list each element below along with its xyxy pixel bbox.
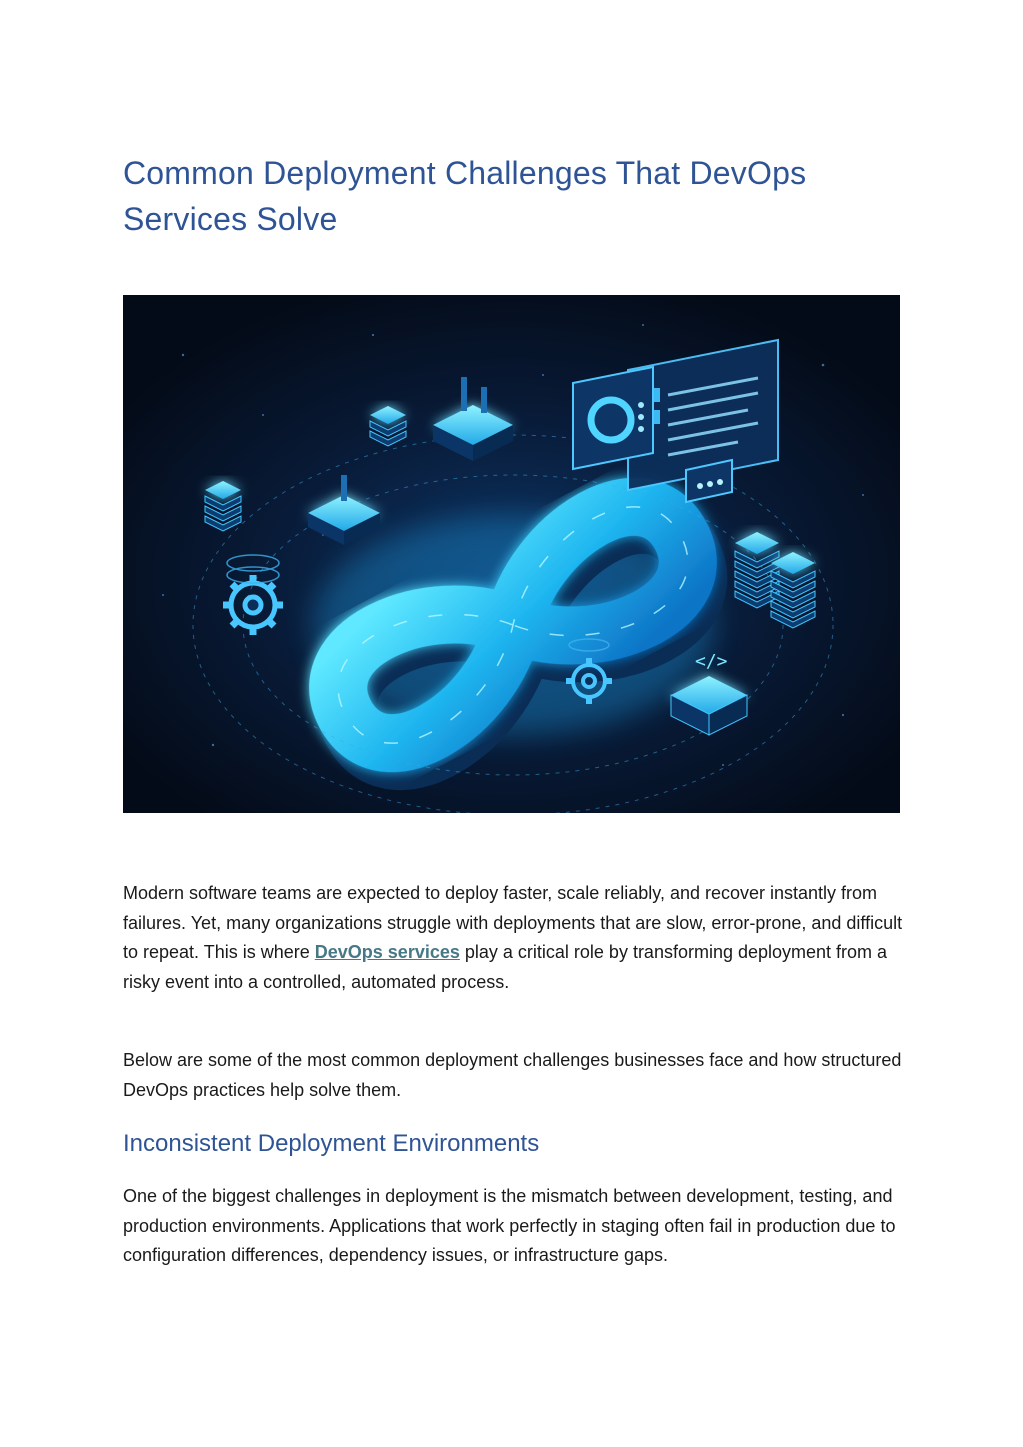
page-title: Common Deployment Challenges That DevOps Services Solve <box>123 155 807 237</box>
section-body: One of the biggest challenges in deployment is the mismatch between development, testing, and production environments. Applications that work perfectly in staging often fail in production due to configuration differences, dependency issues, or infrastructure gaps. <box>123 1186 896 1265</box>
svg-text:</>: </> <box>695 651 728 672</box>
section-heading: Inconsistent Deployment Environments <box>123 1130 540 1157</box>
hero-image <box>123 295 900 813</box>
intro-paragraph: Modern software teams are expected to deploy faster, scale reliably, and recover instantly from failures. Yet, many organizations struggle with deployments that are slow, error-prone, and difficult to repeat. This is where DevOps services play a critical role by transforming deployment from a risky event into a controlled, automated process. <box>123 883 903 992</box>
devops-services-link[interactable]: DevOps services <box>314 942 460 962</box>
lead-in-paragraph: Below are some of the most common deployment challenges businesses face and how structured DevOps practices help solve them. <box>123 1050 902 1100</box>
devops-infinity-loop-illustration-icon <box>123 295 900 813</box>
